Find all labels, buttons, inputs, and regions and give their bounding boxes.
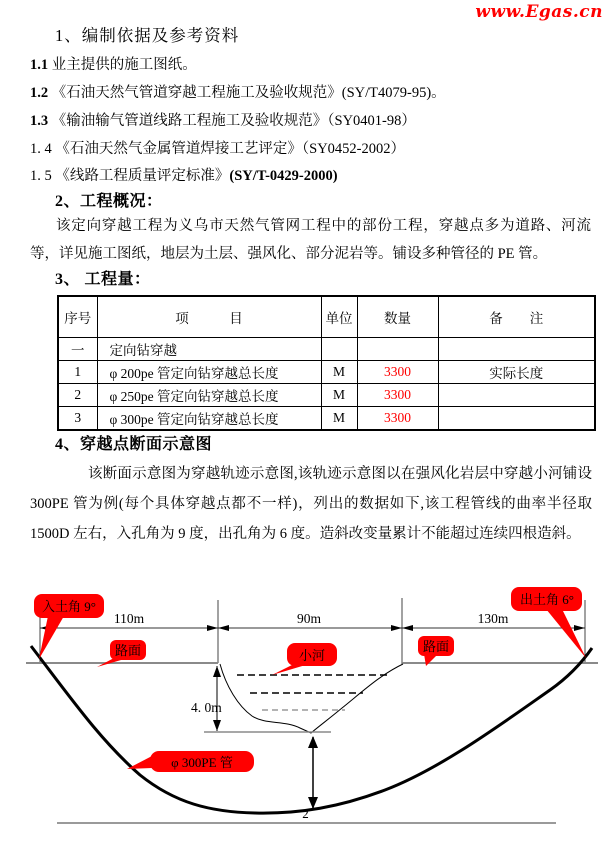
section3-heading: 3、 工程量： <box>55 271 151 288</box>
cell-unit: M <box>321 384 357 407</box>
cell-note <box>438 338 595 361</box>
reference-item <box>30 53 197 74</box>
dim-label-110m: 110m <box>113 611 145 626</box>
ref-num: 1.3 <box>30 113 49 129</box>
section4-heading: 4、穿越点断面示意图 <box>55 436 213 453</box>
section2-heading: 2、工程概况： <box>55 193 163 210</box>
cell-no: 1 <box>58 361 97 384</box>
cross-section-diagram <box>0 572 611 822</box>
dim-arrow <box>218 625 229 631</box>
callout-exit-label: 出土角 6° <box>520 592 574 607</box>
ref-body: 《输油输气管道线路工程施工及验收规范》 <box>51 113 328 129</box>
callout-entry-angle <box>34 594 104 659</box>
cell-unit: M <box>321 361 357 384</box>
reference-item <box>30 137 405 158</box>
quantity-table-wrap <box>57 295 596 431</box>
dim-arrow <box>207 625 218 631</box>
ref-body: 《石油天然气管道穿越工程施工及验收规范》 <box>51 85 342 101</box>
cell-qty: 3300 <box>357 407 438 431</box>
table-row <box>58 407 595 431</box>
callout-pointer <box>39 616 64 659</box>
cell-note <box>438 407 595 431</box>
cell-no: 3 <box>58 407 97 431</box>
cell-no: 2 <box>58 384 97 407</box>
col-header-unit: 单位 <box>321 296 357 338</box>
col-header-qty: 数量 <box>357 296 438 338</box>
pipe-curve <box>31 646 592 813</box>
callout-road-right <box>418 636 454 666</box>
cell-qty: 3300 <box>357 384 438 407</box>
reference-item <box>30 164 338 185</box>
table-row <box>58 384 595 407</box>
ref-code: （SY0401-98） <box>327 113 416 129</box>
dim-arrow <box>391 625 402 631</box>
callout-pipe <box>127 751 254 772</box>
ref-body: 《线路工程质量评定标准》 <box>55 168 230 184</box>
dim-arrow <box>213 720 221 731</box>
dim-arrow <box>213 666 221 677</box>
callout-pipe-label: φ 300PE 管 <box>171 755 233 770</box>
callout-exit-angle <box>511 587 586 658</box>
ref-code: (SY/T-0429-2000) <box>229 168 338 184</box>
cell-item: 定向钻穿越 <box>97 338 321 361</box>
cell-unit <box>321 338 357 361</box>
quantity-table <box>57 295 596 431</box>
dim-arrow <box>308 736 318 748</box>
cell-item: φ 250pe 管定向钻穿越总长度 <box>97 384 321 407</box>
ref-code: （SY0452-2002） <box>301 141 405 157</box>
cell-note: 实际长度 <box>438 361 595 384</box>
reference-item: 1.2 《石油天然气管道穿越工程施工及验收规范》(SY/T4079-95)。 <box>30 85 446 101</box>
cell-no: 一 <box>58 338 97 361</box>
ref-num: 1.2 <box>30 85 49 101</box>
dim-label-90m: 90m <box>296 611 322 626</box>
dim-label-130m: 130m <box>477 611 509 626</box>
ref-num: 1. 4 <box>30 141 52 157</box>
dim-arrow <box>402 625 413 631</box>
cell-qty <box>357 338 438 361</box>
ref-body: 业主提供的施工图纸。 <box>51 57 197 73</box>
cell-note <box>438 384 595 407</box>
callout-entry-label: 入土角 9° <box>42 599 96 614</box>
cell-qty: 3300 <box>357 361 438 384</box>
ref-num: 1.1 <box>30 57 49 73</box>
callout-road-left-label: 路面 <box>114 643 142 658</box>
col-header-no: 序号 <box>58 296 97 338</box>
section1-heading: 1、编制依据及参考资料 <box>55 26 240 45</box>
col-header-note: 备 注 <box>438 296 595 338</box>
section2-paragraph: 该定向穿越工程为义乌市天然气管网工程中的部份工程，穿越点多为道路、河流等，详见施工图纸，地层为土层、强风化、部分泥岩等。铺设多种管径的 PE 管。 <box>30 218 591 262</box>
ref-body: 《石油天然气金属管道焊接工艺评定》 <box>55 141 302 157</box>
ref-num: 1. 5 <box>30 168 52 184</box>
table-row <box>58 361 595 384</box>
table-header-row <box>58 296 595 338</box>
cell-unit: M <box>321 407 357 431</box>
callout-road-right-label: 路面 <box>422 639 450 654</box>
page-number: 2 <box>302 806 309 821</box>
footer-rule <box>57 822 556 824</box>
cell-item: φ 300pe 管定向钻穿越总长度 <box>97 407 321 431</box>
watermark: www.Egas.cn <box>475 2 603 22</box>
table-row <box>58 338 595 361</box>
col-header-item: 项 目 <box>97 296 321 338</box>
callout-pointer <box>546 609 586 658</box>
ref-code: (SY/T4079-95) <box>341 85 432 101</box>
section4-paragraph: 该断面示意图为穿越轨迹示意图,该轨迹示意图以在强风化岩层中穿越小河铺设 300PE 管为例(每个具体穿越点都不一样)，列出的数据如下,该工程管线的曲率半径取 1500D 左右，入孔角为 9 度，出孔角为 6 度。造斜改变量累计不能超过连续四根造斜。 <box>30 466 592 542</box>
callout-river-label: 小河 <box>298 648 326 663</box>
depth-label: 4. 0m <box>191 700 222 715</box>
callout-river <box>272 643 337 675</box>
dim-arrow <box>574 625 585 631</box>
reference-item <box>30 109 416 130</box>
cell-item: φ 200pe 管定向钻穿越总长度 <box>97 361 321 384</box>
